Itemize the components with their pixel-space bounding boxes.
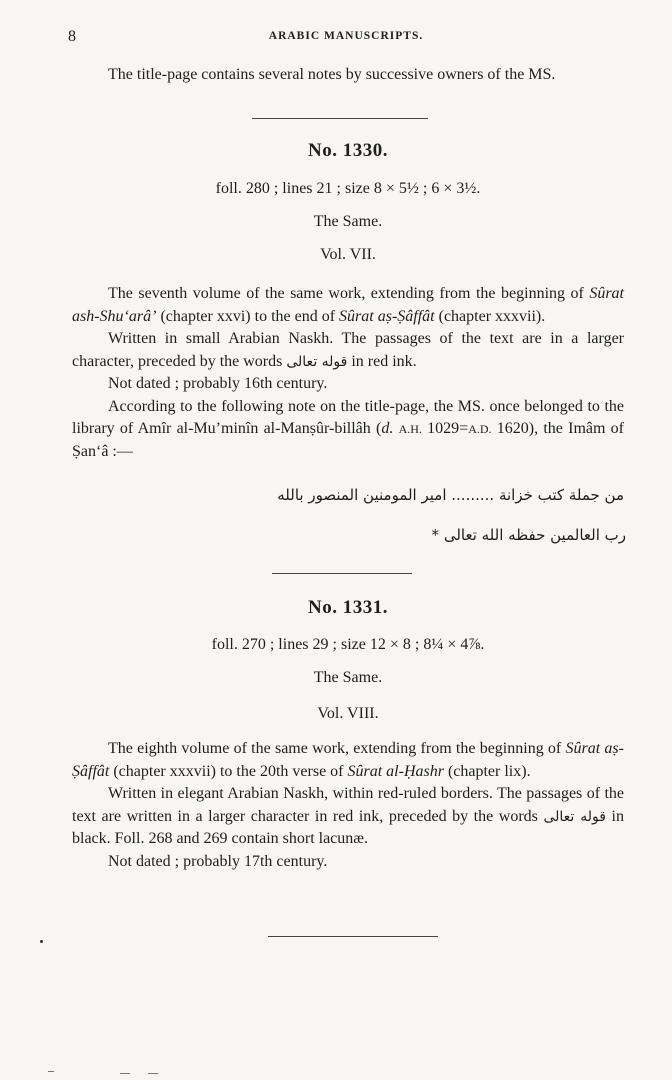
- entry-1330-volume: Vol. VII.: [320, 246, 376, 263]
- ink-speck: [148, 1073, 158, 1074]
- ink-speck: [48, 1071, 54, 1072]
- ink-speck: [40, 940, 43, 943]
- section-divider: [272, 573, 412, 574]
- page-header: [68, 28, 624, 50]
- entry-1331-title: The Same.: [313, 669, 383, 686]
- running-title: ARABIC MANUSCRIPTS.: [268, 30, 424, 42]
- section-divider: [268, 936, 438, 937]
- sura-name: Sûrat aṣ-Ṣâffât: [339, 307, 435, 325]
- entry-1331-foll: foll. 270 ; lines 29 ; size 12 × 8 ; 8¼ × 4⅞.: [211, 636, 485, 653]
- arabic-phrase: قوله تعالى: [286, 353, 348, 370]
- entry-number-1331: No. 1331.: [308, 597, 388, 618]
- ink-speck: [120, 1073, 130, 1074]
- entry-1331-para-2: Written in elegant Arabian Naskh, within red-ruled borders. The passages of the text are written in a larger character in red ink, preceded by the words قوله تعالى in black. Foll. 268 and 269 contain short lacunæ.: [72, 785, 624, 847]
- entry-1331-para-3: Not dated ; probably 17th century.: [108, 852, 328, 870]
- entry-1330-title: The Same.: [313, 213, 383, 230]
- entry-number-1330: No. 1330.: [308, 140, 388, 161]
- entry-1331-para-1: The eighth volume of the same work, extending from the beginning of Sûrat aṣ-Ṣâffât (chapter xxxvii) to the 20th verse of Sûrat al-Ḥashr (chapter lix).: [72, 740, 624, 780]
- intro-text: The title-page contains several notes by successive owners of the MS.: [108, 66, 556, 83]
- entry-1330-para-2: Written in small Arabian Naskh. The passages of the text are in a larger character, preceded by the words قوله تعالى in red ink.: [72, 330, 624, 370]
- page-number: 8: [68, 28, 76, 45]
- entry-1330-para-4: According to the following note on the title-page, the MS. once belonged to the library of Amîr al-Mu’minîn al-Manṣûr-billâh (d. A.H. 1029=A.D. 1620), the Imâm of Ṣan‘â :—: [72, 397, 624, 460]
- sura-name: Sûrat ash-Shu‘arâ’: [72, 285, 624, 325]
- entry-1330-para-3: Not dated ; probably 16th century.: [108, 375, 328, 392]
- sura-name: Sûrat al-Ḥashr: [347, 762, 444, 780]
- sura-name: Sûrat aṣ-Ṣâffât: [72, 740, 624, 780]
- entry-1330-para-1: The seventh volume of the same work, extending from the beginning of Sûrat ash-Shu‘arâ’ (chapter xxvi) to the end of Sûrat aṣ-Ṣâffât (chapter xxxvii).: [72, 285, 624, 325]
- entry-1330-description: [72, 283, 624, 463]
- entry-1331-volume: Vol. VIII.: [317, 705, 379, 722]
- intro-paragraph: [72, 64, 624, 87]
- entry-1330-foll: foll. 280 ; lines 21 ; size 8 × 5½ ; 6 × 3½.: [215, 180, 481, 197]
- arabic-phrase: قوله تعالى: [543, 808, 606, 825]
- section-divider: [252, 118, 428, 119]
- entry-1331-description: [72, 738, 624, 873]
- arabic-note-line-1: من جملة كتب خزانة ......... امير المومنين المنصور بالله: [277, 486, 624, 504]
- arabic-note-line-2: رب العالمين حفظه الله تعالى *: [431, 526, 626, 544]
